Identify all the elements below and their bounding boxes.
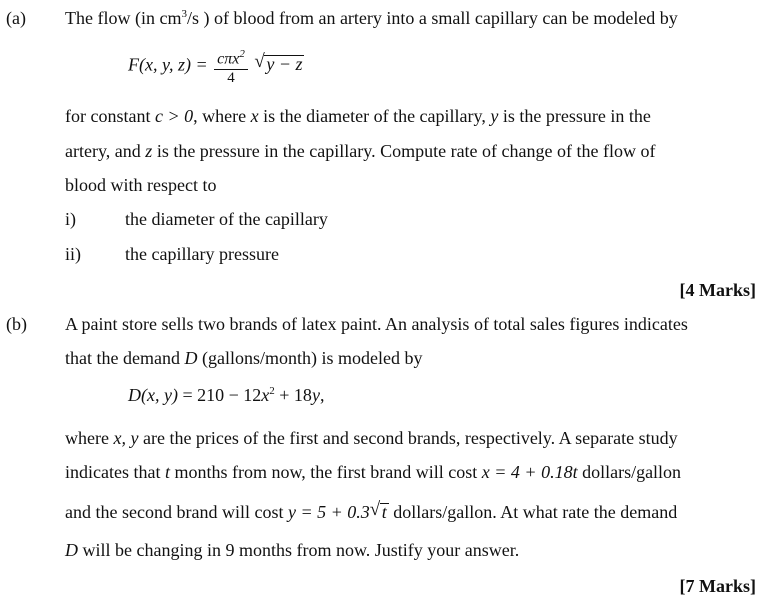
text: that the demand [65,348,185,368]
formula-var: y [311,385,320,405]
text: will be changing in 9 months from now. Justify your answer. [78,540,520,560]
formula-var: x [261,385,270,405]
part-b-line-3 [65,428,678,449]
sub-item-number: i) [65,209,76,229]
text: dollars/gallon. At what rate the demand [388,502,678,522]
part-b-marks: [7 Marks] [679,576,756,596]
part-b-line-2 [65,348,422,369]
radicand: t [381,502,387,522]
math: D [184,348,198,368]
flow-formula [128,45,304,87]
part-b-label: (b) [6,314,27,334]
formula-fraction [214,45,248,87]
formula-lhs: F(x, y, z) = [128,54,208,75]
math: y [490,106,499,126]
formula-lhs: D(x, y) [128,385,178,405]
math: x [250,106,259,126]
numerator-text: cπx [217,50,240,68]
part-b-line-4 [65,462,681,483]
text: /s ) of blood from an artery into a small capillary can be modeled by [186,8,678,28]
part-a-marks: [4 Marks] [679,280,756,300]
part-a-line-1 [65,8,678,29]
text: (gallons/month) is modeled by [197,348,423,368]
part-a-label: (a) [6,8,26,28]
formula-part: = 210 − 12 [177,385,262,405]
part-b-line-5 [65,499,678,523]
text: and the second brand will cost [65,502,288,522]
text: months from now, the first brand will cost [169,462,482,482]
text: is the pressure in the capillary. Compute rate of change of the flow of [152,141,656,161]
demand-formula [128,385,324,406]
radical-sign-icon: √ [369,499,381,520]
formula-exponent: 2 [269,385,275,397]
superscript: 3 [181,8,187,20]
text: dollars/gallon [577,462,682,482]
sub-item-text: the capillary pressure [125,244,279,264]
text: is the pressure in the [498,106,651,126]
math: z [145,141,153,161]
math: D [65,540,78,560]
formula-part: + 18 [274,385,312,405]
text: The flow (in cm [65,8,182,28]
text: , where [193,106,251,126]
fraction-denominator: 4 [227,70,235,87]
math: x = 4 + 0.18t [481,462,578,482]
text: is the diameter of the capillary, [258,106,491,126]
math: c > 0 [154,106,194,126]
part-a-line-3 [65,141,655,162]
text: indicates that [65,462,165,482]
square-root [254,51,304,75]
sub-item-text: the diameter of the capillary [125,209,328,229]
fraction-numerator [214,45,248,70]
text: where [65,428,114,448]
math: t [164,462,170,482]
text: for constant [65,106,155,126]
text: are the prices of the first and second brands, respectively. A separate study [138,428,678,448]
formula-end: , [319,385,325,405]
part-b-line-6 [65,540,519,561]
part-b-line-1: A paint store sells two brands of latex paint. An analysis of total sales figures indicates [65,314,688,334]
radical-sign-icon: √ [254,51,265,73]
text: artery, and [65,141,146,161]
math: y = 5 + 0.3 [287,502,370,522]
part-a-line-2 [65,106,651,127]
numerator-exponent: 2 [239,48,245,60]
math: x, y [113,428,139,448]
square-root [369,499,389,523]
sub-item-number: ii) [65,244,81,264]
radicand: y − z [266,54,303,75]
part-a-line-4: blood with respect to [65,175,217,195]
